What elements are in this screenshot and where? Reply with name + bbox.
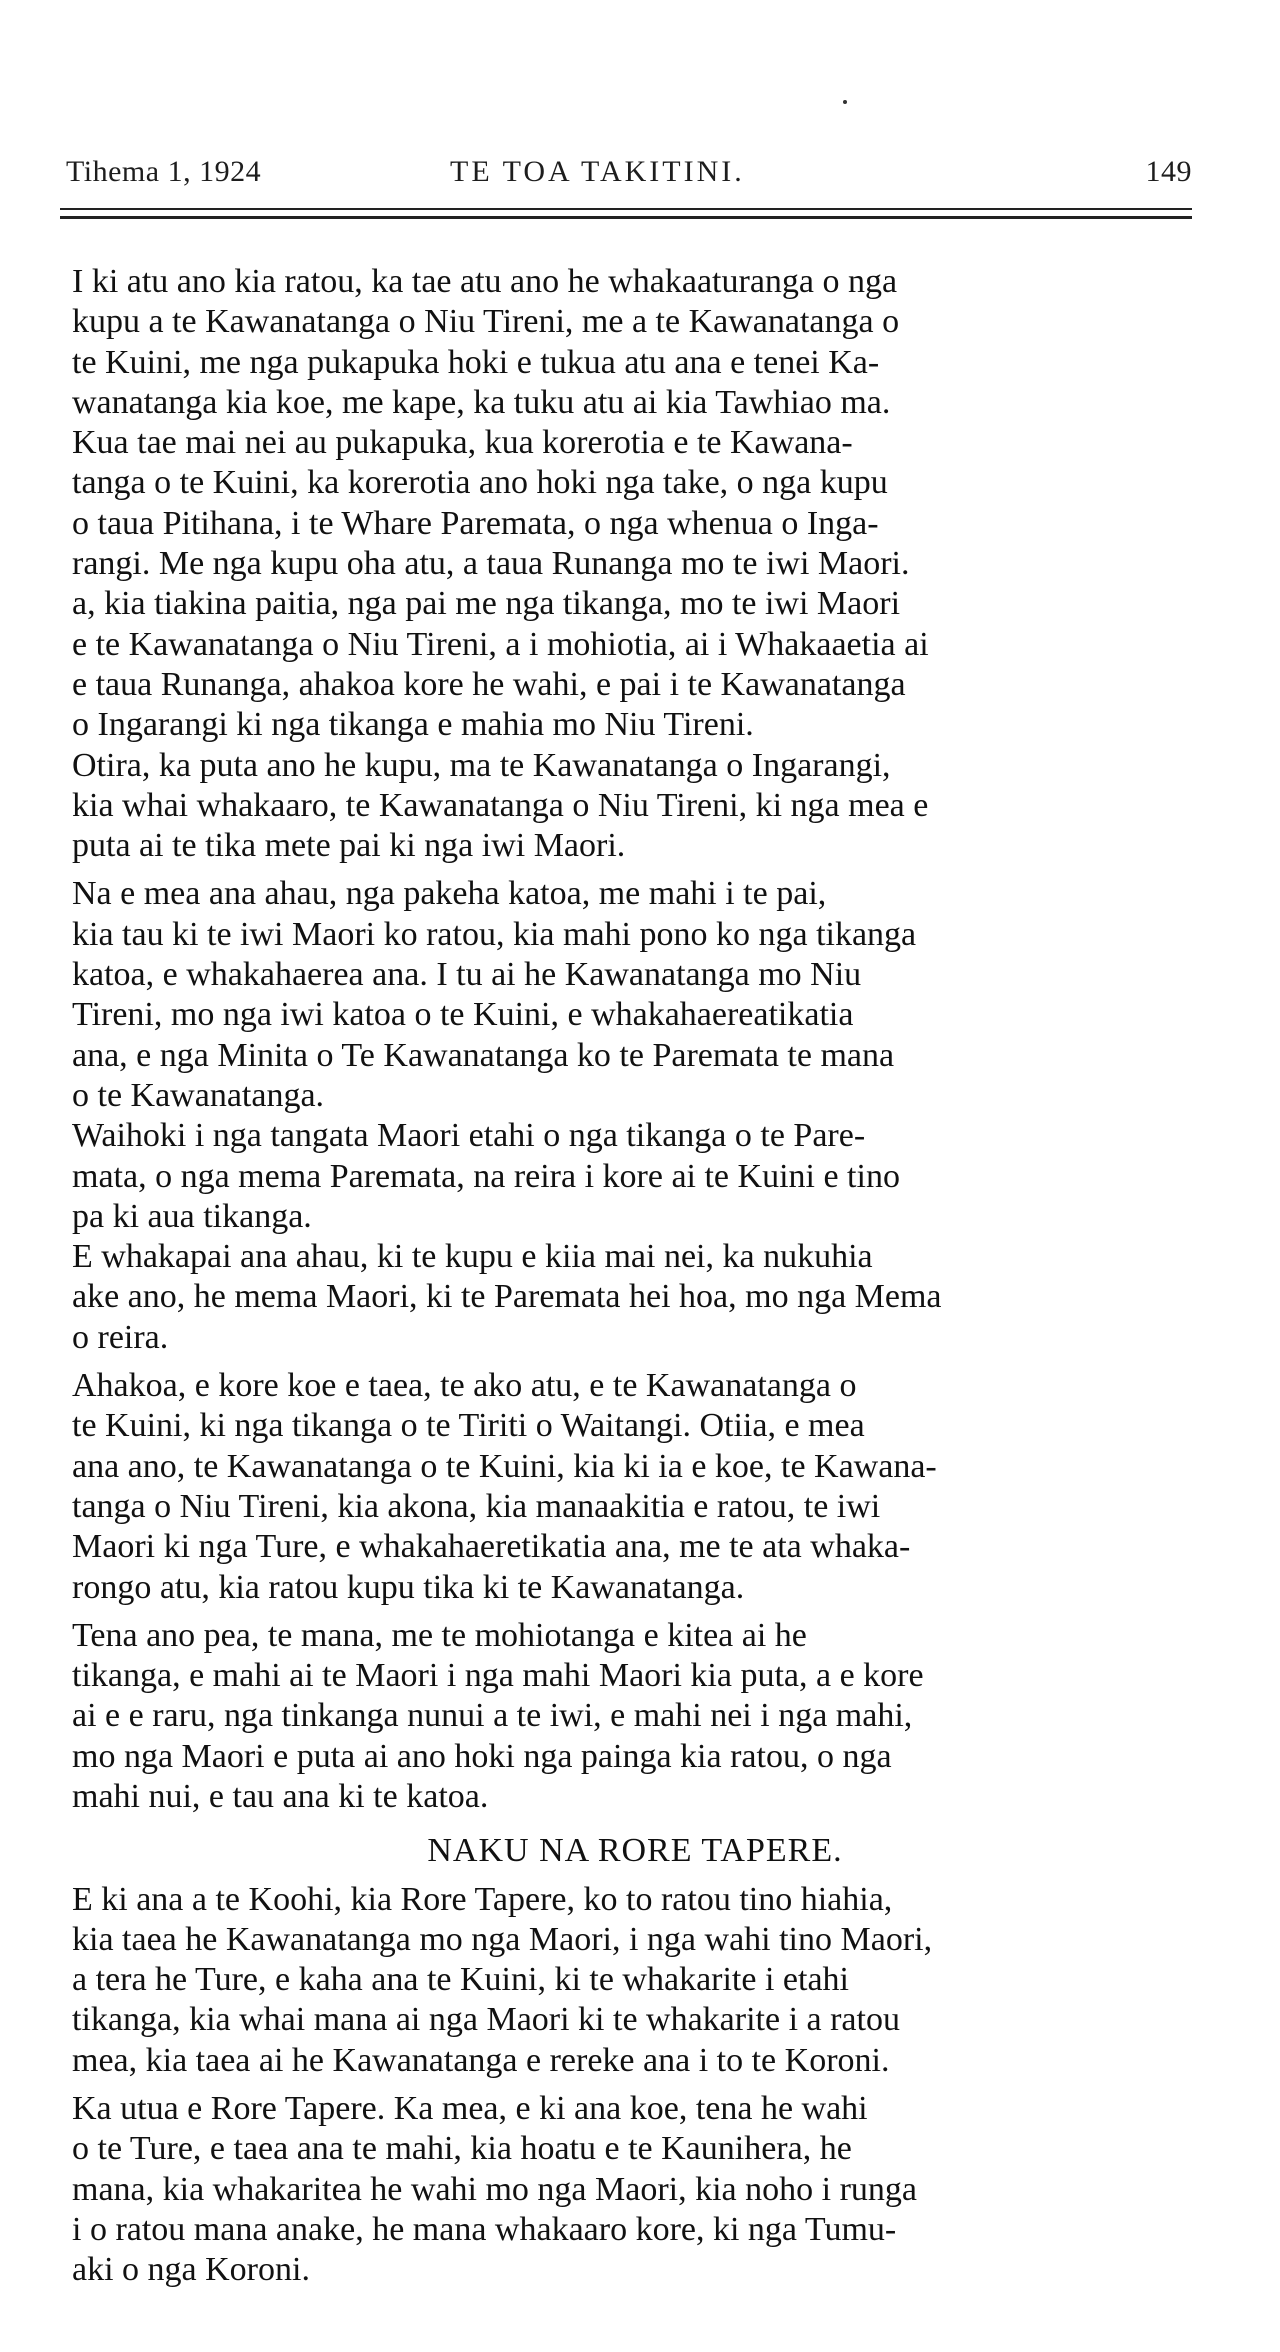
paragraph-6: E whakapai ana ahau, ki te kupu e kiia mai nei, ka nukuhia ake ano, he mema Maori, ki te Paremata hei hoa, mo nga Mema o reira. xyxy=(72,1238,942,1356)
paragraph-7: Ahakoa, e kore koe e taea, te ako atu, e te Kawanatanga o te Kuini, ki nga tikanga o te Tiriti o Waitangi. Otiia, e mea ana ano, te Kawanatanga o te Kuini, kia ki ia e koe, te Kawana- tanga o Niu Tireni, kia akona, kia manaakitia e ratou, te iwi Maori ki nga Ture, e whakahaeretikatia ana, me te ata whaka- rongo atu, kia ratou kupu tika ki te Kawanatanga. xyxy=(72,1367,937,1606)
paragraph-3: Otira, ka puta ano he kupu, ma te Kawanatanga o Ingarangi, kia whai whakaaro, te Kawanatanga o Niu Tireni, ki nga mea e puta ai te tika mete pai ki nga iwi Maori. xyxy=(72,746,929,865)
running-header xyxy=(60,155,1192,195)
section-paragraph-2: Ka utua e Rore Tapere. Ka mea, e ki ana koe, tena he wahi o te Ture, e taea ana te mahi, kia hoatu e te Kaunihera, he mana, kia whakaritea he wahi mo nga Maori, kia noho i runga i o ratou mana anake, he mana whakaaro kore, ki nga Tumu- aki o nga Koroni. xyxy=(72,2090,918,2289)
header-title: TE TOA TAKITINI. xyxy=(450,155,745,188)
header-date: Tihema 1, 1924 xyxy=(66,155,262,188)
print-speck xyxy=(843,100,847,104)
paragraph-5: Waihoki i nga tangata Maori etahi o nga tikanga o te Pare- mata, o nga mema Paremata, na reira i kore ai te Kuini e tino pa ki aua tikanga. xyxy=(72,1117,900,1235)
body-text xyxy=(72,262,1198,2291)
section-heading: NAKU NA RORE TAPERE. xyxy=(427,1832,843,1870)
section-paragraph-1: E ki ana a te Koohi, kia Rore Tapere, ko to ratou tino hiahia, kia taea he Kawanatanga mo nga Maori, i nga wahi tino Maori, a tera he Ture, e kaha ana te Kuini, ki te whakarite i etahi tikanga, kia whai mana ai nga Maori ki te whakarite i a ratou mea, kia taea ai he Kawanatanga e rereke ana i to te Koroni. xyxy=(72,1880,933,2079)
header-rule-thick xyxy=(60,216,1192,219)
paragraph-4: Na e mea ana ahau, nga pakeha katoa, me mahi i te pai, kia tau ki te iwi Maori ko ratou, kia mahi pono ko nga tikanga katoa, e whakahaerea ana. I tu ai he Kawanatanga mo Niu Tireni, mo nga iwi katoa o te Kuini, e whakahaereatikatia ana, e nga Minita o Te Kawanatanga ko te Paremata te mana o te Kawanatanga. xyxy=(72,875,917,1114)
paragraph-1: I ki atu ano kia ratou, ka tae atu ano he whakaaturanga o nga kupu a te Kawanatanga o Niu Tireni, me a te Kawanatanga o te Kuini, me nga pukapuka hoki e tukua atu ana e tenei Ka- wanatanga kia koe, me kape, ka tuku atu ai kia Tawhiao ma. xyxy=(72,263,900,421)
header-page-number: 149 xyxy=(1145,155,1192,188)
header-rule-thin xyxy=(60,208,1192,210)
paragraph-8: Tena ano pea, te mana, me te mohiotanga e kitea ai he tikanga, e mahi ai te Maori i nga mahi Maori kia puta, a e kore ai e e raru, nga tinkanga nunui a te iwi, e mahi nei i nga mahi, mo nga Maori e puta ai ano hoki nga painga kia ratou, o nga mahi nui, e tau ana ki te katoa. xyxy=(72,1616,924,1815)
paragraph-2: Kua tae mai nei au pukapuka, kua korerotia e te Kawana- tanga o te Kuini, ka korerotia ano hoki nga take, o nga kupu o taua Pitihana, i te Whare Paremata, o nga whenua o Inga- rangi. Me nga kupu oha atu, a taua Runanga mo te iwi Maori. a, kia tiakina paitia, nga pai me nga tikanga, mo te iwi Maori e te Kawanatanga o Niu Tireni, a i mohiotia, ai i Whakaaetia ai e taua Runanga, ahakoa kore he wahi, e pai i te Kawanatanga o Ingarangi ki nga tikanga e mahia mo Niu Tireni. xyxy=(72,424,929,744)
